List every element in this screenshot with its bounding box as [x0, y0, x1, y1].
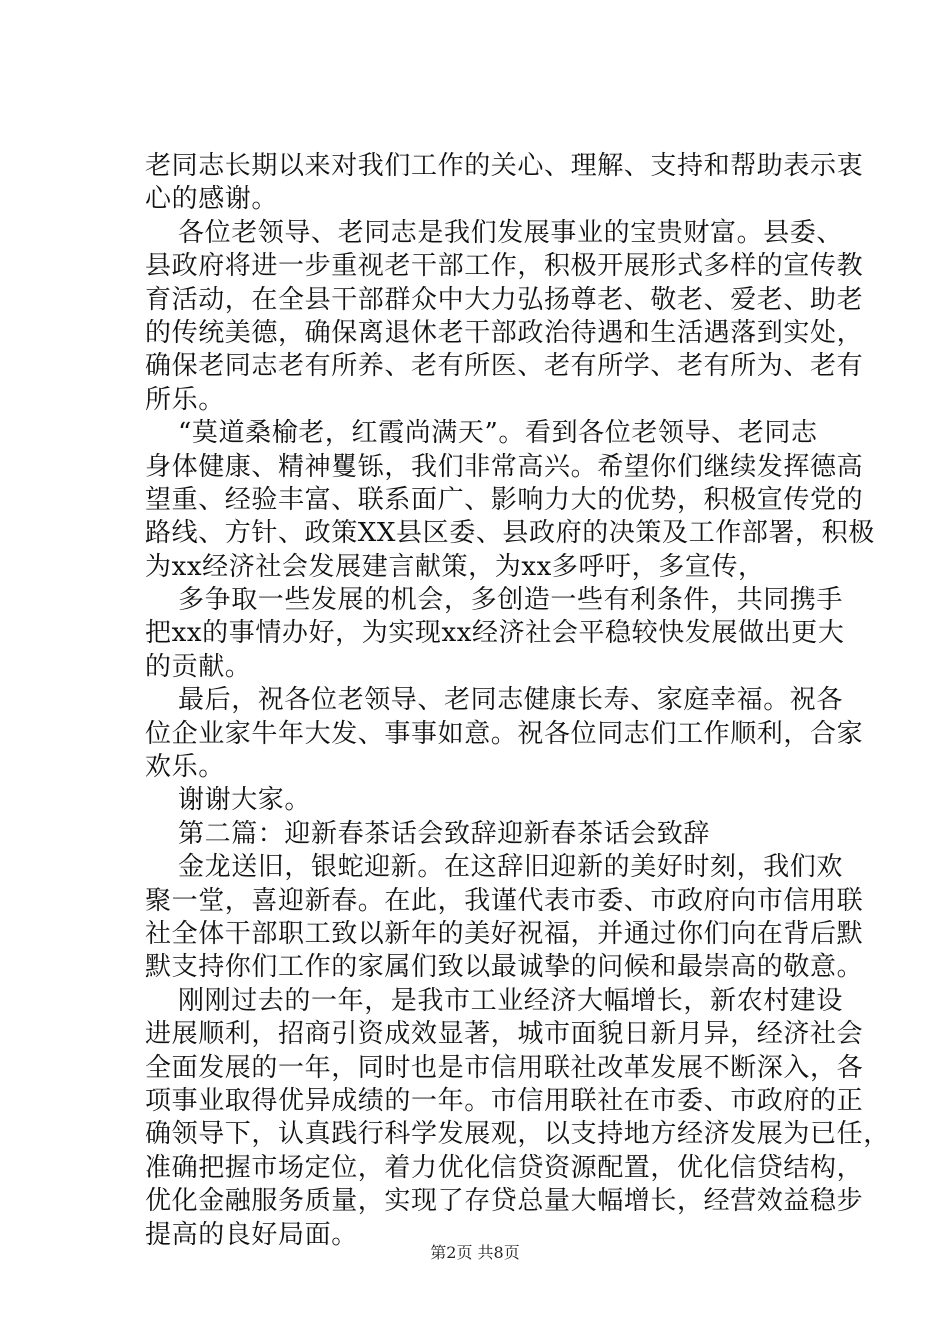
text-line: 金龙送旧，银蛇迎新。在这辞旧迎新的美好时刻，我们欢	[178, 852, 844, 883]
text-line: 所乐。	[145, 384, 225, 415]
text-line: 身体健康、精神矍铄，我们非常高兴。希望你们继续发挥德高	[145, 451, 864, 482]
document-body	[145, 150, 890, 1252]
text-line: 欢乐。	[145, 752, 225, 783]
text-line: 社全体干部职工致以新年的美好祝福，并通过你们向在背后默	[145, 918, 864, 949]
text-line: 谢谢大家。	[178, 785, 312, 816]
text-line: 县政府将进一步重视老干部工作，积极开展形式多样的宣传教	[145, 251, 864, 282]
text-line: 默支持你们工作的家属们致以最诚挚的问候和最崇高的敬意。	[145, 952, 864, 983]
text-line: 心的感谢。	[145, 184, 279, 215]
text-line: 各位老领导、老同志是我们发展事业的宝贵财富。县委、	[178, 217, 844, 248]
text-line: “莫道桑榆老，红霞尚满天”。看到各位老领导、老同志	[178, 418, 818, 449]
text-line: 把xx的事情办好，为实现xx经济社会平稳较快发展做出更大	[145, 618, 845, 649]
text-line: 育活动，在全县干部群众中大力弘扬尊老、敬老、爱老、助老	[145, 284, 864, 315]
text-line: 望重、经验丰富、联系面广、影响力大的优势，积极宣传党的	[145, 484, 864, 515]
text-line: 全面发展的一年，同时也是市信用联社改革发展不断深入，各	[145, 1052, 864, 1083]
text-line: 项事业取得优异成绩的一年。市信用联社在市委、市政府的正	[145, 1085, 864, 1116]
text-line: 路线、方针、政策XX县区委、县政府的决策及工作部署，积极	[145, 518, 875, 549]
text-line: 进展顺利，招商引资成效显著，城市面貌日新月异，经济社会	[145, 1019, 864, 1050]
text-line: 聚一堂，喜迎新春。在此，我谨代表市委、市政府向市信用联	[145, 885, 864, 916]
page-footer: 第2页 共8页	[430, 1243, 520, 1262]
text-line: 老同志长期以来对我们工作的关心、理解、支持和帮助表示衷	[145, 151, 864, 181]
text-line: 的传统美德，确保离退休老干部政治待遇和生活遇落到实处，	[145, 317, 864, 348]
text-line: 确领导下，认真践行科学发展观，以支持地方经济发展为已任，	[145, 1119, 890, 1150]
text-line: 提高的良好局面。	[145, 1219, 358, 1250]
text-line: 位企业家牛年大发、事事如意。祝各位同志们工作顺利，合家	[145, 718, 864, 749]
text-line: 确保老同志老有所养、老有所医、老有所学、老有所为、老有	[145, 351, 864, 382]
text-line: 最后，祝各位老领导、老同志健康长寿、家庭幸福。祝各	[178, 685, 844, 716]
text-line: 的贡献。	[145, 651, 252, 682]
text-line: 多争取一些发展的机会，多创造一些有利条件，共同携手	[178, 585, 844, 616]
text-line: 第二篇：迎新春茶话会致辞迎新春茶话会致辞	[178, 818, 711, 849]
text-line: 刚刚过去的一年，是我市工业经济大幅增长，新农村建设	[178, 985, 844, 1016]
text-line: 为xx经济社会发展建言献策，为xx多呼吁，多宣传，	[145, 551, 765, 582]
text-line: 优化金融服务质量，实现了存贷总量大幅增长，经营效益稳步	[145, 1186, 864, 1217]
text-line: 准确把握市场定位，着力优化信贷资源配置，优化信贷结构，	[145, 1152, 864, 1183]
